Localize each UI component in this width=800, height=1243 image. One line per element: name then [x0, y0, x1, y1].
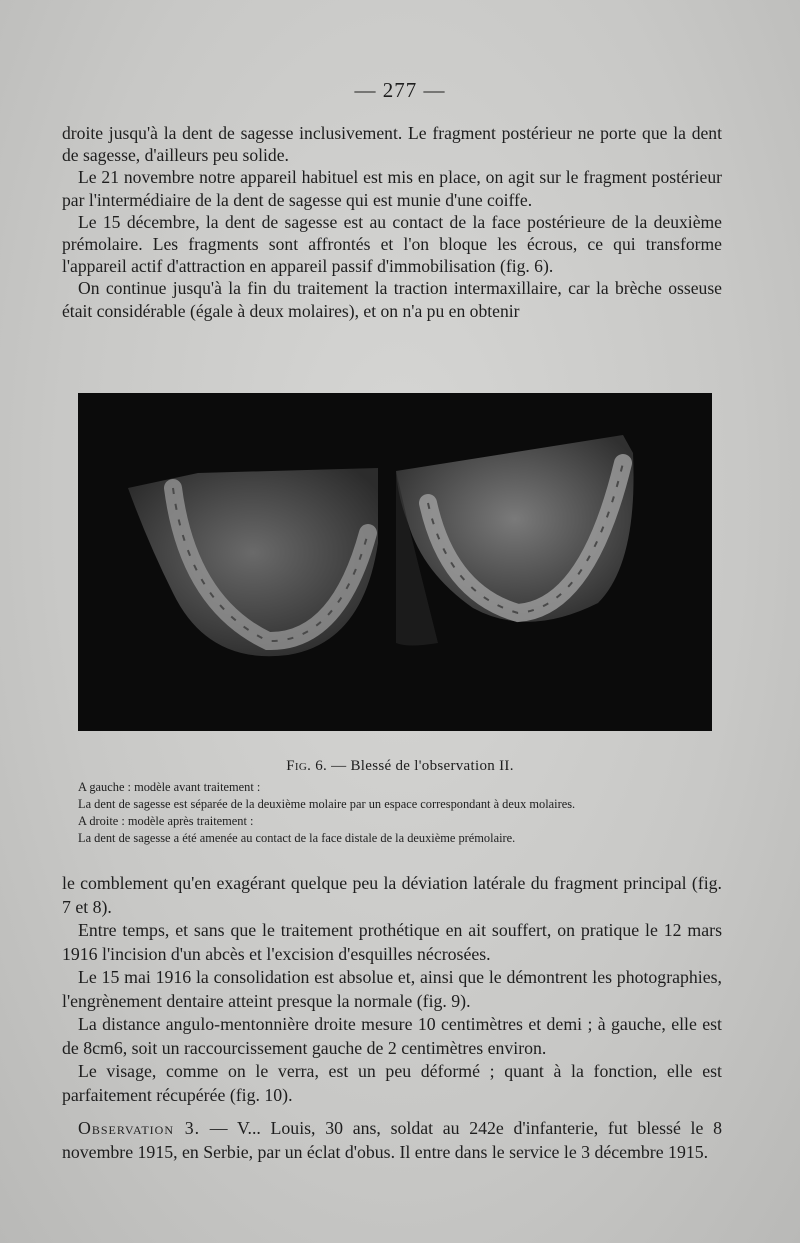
paragraph: La distance angulo-mentonnière droite mesure 10 centimètres et demi ; à gauche, elle est de 8cm6, soit un raccourcissement gauche de 2 centimètres environ. [62, 1014, 722, 1058]
legend-line: La dent de sagesse a été amenée au contact de la face distale de la deuxième prémolaire. [78, 831, 516, 845]
paragraph: Le 21 novembre notre appareil habituel est mis en place, on agit sur le fragment postérieur par l'intermédiaire de la dent de sagesse qui est munie d'une coiffe. [62, 167, 722, 210]
paragraph: Le 15 décembre, la dent de sagesse est au contact de la face postérieure de la deuxième prémolaire. Les fragments sont affrontés et l'on bloque les écrous, ce qui transforme l'appareil actif d'attraction en appareil passif d'immobilisation (fig. 6). [62, 211, 722, 277]
legend-line: La dent de sagesse est séparée de la deuxième molaire par un espace correspondant à deux molaires. [78, 797, 576, 811]
figure-caption [0, 758, 800, 775]
figure-photo [78, 393, 712, 731]
figure-legend [78, 779, 718, 847]
legend-line: A gauche : modèle avant traitement : [78, 780, 261, 794]
observation-heading: Observation 3. [78, 1118, 201, 1138]
bottom-text-block [62, 872, 722, 1164]
paragraph: Le visage, comme on le verra, est un peu déformé ; quant à la fonction, elle est parfaitement récupérée (fig. 10). [62, 1061, 722, 1105]
figure-title: — Blessé de l'observation II. [331, 758, 514, 774]
paragraph-continuation: droite jusqu'à la dent de sagesse inclusivement. Le fragment postérieur ne porte que la dent de sagesse, d'ailleurs peu solide. [62, 123, 722, 166]
observation-text: — V... Louis, 30 ans, soldat au 242e d'infanterie, fut blessé le 8 novembre 1915, en Serbie, par un éclat d'obus. Il entre dans le service le 3 décembre 1915. [62, 1118, 722, 1162]
top-text-block [62, 122, 722, 322]
dental-casts-image [78, 393, 712, 731]
observation-paragraph [62, 1117, 722, 1164]
paragraph-continuation: le comblement qu'en exagérant quelque peu la déviation latérale du fragment principal (fig. 7 et 8). [62, 873, 722, 917]
paragraph: On continue jusqu'à la fin du traitement la traction intermaxillaire, car la brèche osseuse était considérable (égale à deux molaires), et on n'a pu en obtenir [62, 278, 722, 321]
paragraph: Le 15 mai 1916 la consolidation est absolue et, ainsi que le démontrent les photographies, l'engrènement dentaire atteint presque la normale (fig. 9). [62, 967, 722, 1011]
figure-label: Fig. 6. [286, 758, 328, 774]
page-number: — 277 — [354, 78, 446, 102]
paragraph: Entre temps, et sans que le traitement prothétique en ait souffert, on pratique le 12 mars 1916 l'incision d'un abcès et l'excision d'esquilles nécrosées. [62, 920, 722, 964]
legend-line: A droite : modèle après traitement : [78, 814, 254, 828]
